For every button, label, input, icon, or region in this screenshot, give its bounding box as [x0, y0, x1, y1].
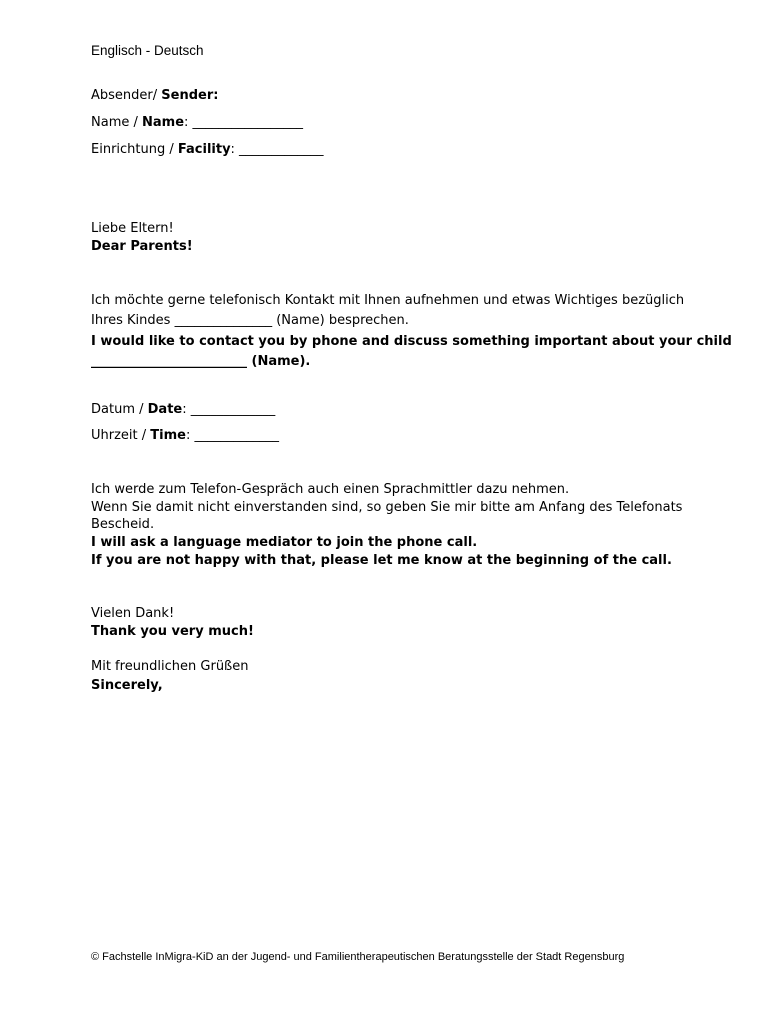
sender-heading: [91, 87, 218, 104]
intro-en-line-2: ________________________ (Name).: [91, 354, 311, 369]
thanks-de: Vielen Dank!: [91, 606, 175, 621]
time-blank: : _____________: [185, 428, 279, 443]
date-field: [91, 401, 275, 418]
date-blank: : _____________: [182, 402, 276, 417]
closing-de: Mit freundlichen Grüßen: [91, 659, 249, 674]
date-label-en: Date: [147, 402, 183, 417]
closing-en: Sincerely,: [91, 678, 163, 693]
sender-facility-field: [91, 141, 324, 158]
mediator-en-line-2: If you are not happy with that, please let me know at the beginning of the call.: [91, 553, 672, 568]
sender-name-label-de: Name /: [91, 115, 142, 130]
sender-heading-de: Absender/: [91, 88, 162, 103]
mediator-de-line-1: Ich werde zum Telefon-Gespräch auch einen Sprachmittler dazu nehmen.: [91, 482, 570, 497]
greeting-de: Liebe Eltern!: [91, 221, 174, 236]
language-pair-header: Englisch - Deutsch: [91, 43, 204, 58]
thanks-en: Thank you very much!: [91, 624, 254, 639]
time-field: [91, 427, 279, 444]
sender-heading-en: Sender:: [161, 88, 219, 103]
time-label-de: Uhrzeit /: [91, 428, 151, 443]
date-label-de: Datum /: [91, 402, 148, 417]
sender-facility-blank: : _____________: [230, 142, 324, 157]
intro-de-line-2: Ihres Kindes _______________ (Name) besprechen.: [91, 313, 409, 328]
time-label-en: Time: [150, 428, 186, 443]
sender-name-field: [91, 114, 303, 131]
sender-facility-label-en: Facility: [177, 142, 231, 157]
intro-de-line-1: Ich möchte gerne telefonisch Kontakt mit Ihnen aufnehmen und etwas Wichtiges bezüglich: [91, 293, 685, 308]
intro-en-line-1: I would like to contact you by phone and discuss something important about your child: [91, 334, 732, 349]
mediator-en-line-1: I will ask a language mediator to join the phone call.: [91, 535, 478, 550]
sender-facility-label-de: Einrichtung /: [91, 142, 178, 157]
copyright-footer: © Fachstelle InMigra-KiD an der Jugend- und Familientherapeutischen Beratungsstelle der Stadt Regensburg: [91, 951, 625, 963]
greeting-en: Dear Parents!: [91, 239, 193, 254]
sender-name-label-en: Name: [142, 115, 185, 130]
mediator-de-line-3: Bescheid.: [91, 517, 155, 532]
mediator-de-line-2: Wenn Sie damit nicht einverstanden sind, so geben Sie mir bitte am Anfang des Telefonats: [91, 500, 683, 515]
sender-name-blank: : _________________: [184, 115, 304, 130]
